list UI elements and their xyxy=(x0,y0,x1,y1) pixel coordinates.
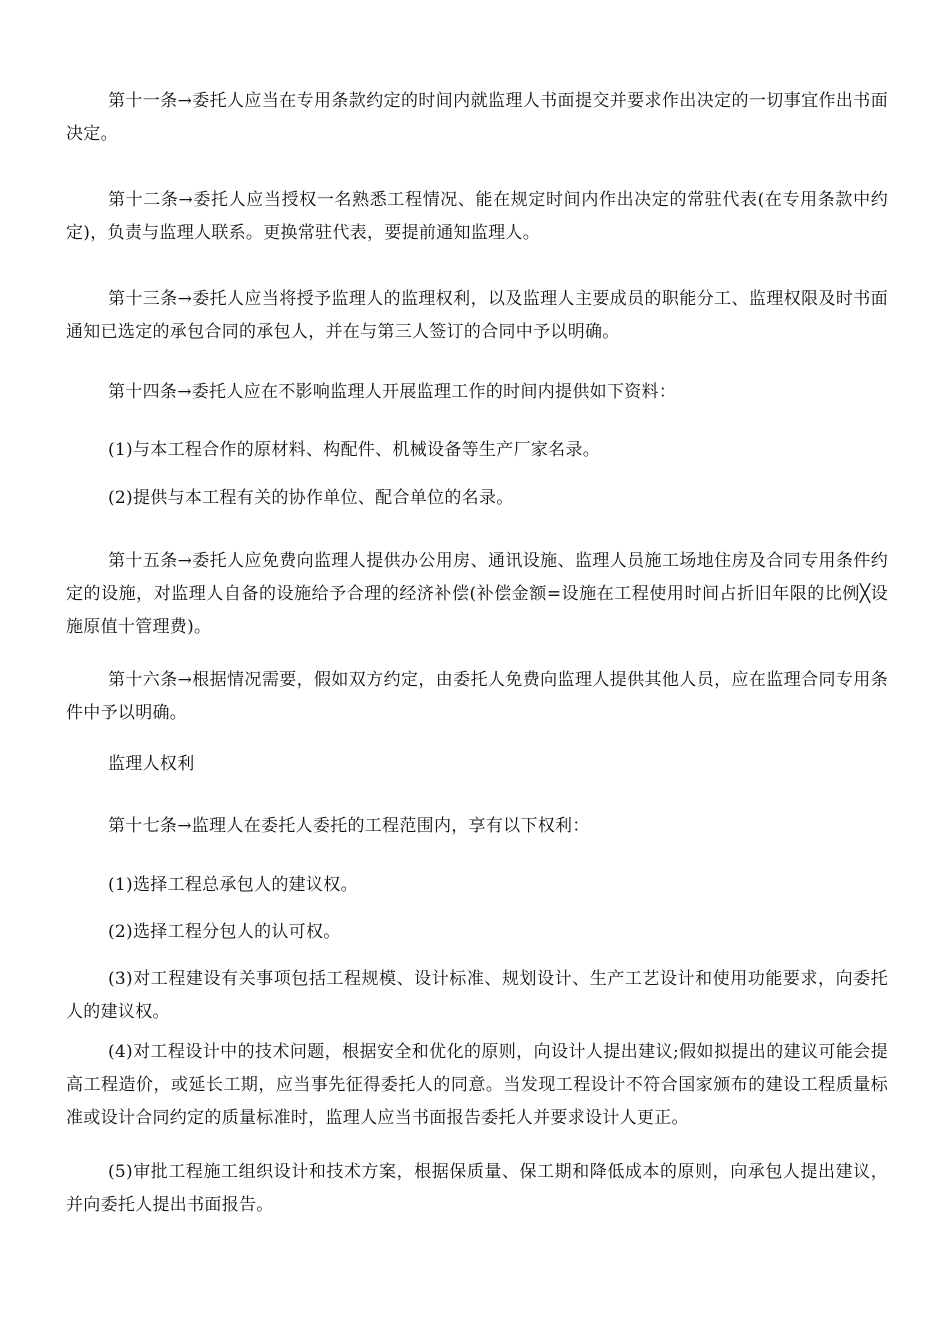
article-11-paragraph: 第十一条→委托人应当在专用条款约定的时间内就监理人书面提交并要求作出决定的一切事宜作出书面决定。 xyxy=(66,91,888,144)
article-14-paragraph: 第十四条→委托人应在不影响监理人开展监理工作的时间内提供如下资料： xyxy=(108,382,677,402)
right-item-1: (1)选择工程总承包人的建议权。 xyxy=(108,875,358,895)
right-item-5: (5)审批工程施工组织设计和技术方案，根据保质量、保工期和降低成本的原则，向承包人提出建议，并向委托人提出书面报告。 xyxy=(66,1162,888,1215)
article-13-paragraph: 第十三条→委托人应当将授予监理人的监理权利，以及监理人主要成员的职能分工、监理权限及时书面通知已选定的承包合同的承包人，并在与第三人签订的合同中予以明确。 xyxy=(66,289,888,342)
section-heading: 监理人权利 xyxy=(108,754,195,774)
article-17-paragraph: 第十七条→监理人在委托人委托的工程范围内，享有以下权利： xyxy=(108,816,590,836)
right-item-2: (2)选择工程分包人的认可权。 xyxy=(108,922,341,942)
article-15-paragraph: 第十五条→委托人应免费向监理人提供办公用房、通讯设施、监理人员施工场地住房及合同专用条件约定的设施，对监理人自备的设施给予合理的经济补偿(补偿金额=设施在工程使用时间占折旧年限的比例╳设施原值十管理费)。 xyxy=(66,551,888,637)
list-item-1: (1)与本工程合作的原材料、构配件、机械设备等生产厂家名录。 xyxy=(108,440,601,460)
right-item-3: (3)对工程建设有关事项包括工程规模、设计标准、规划设计、生产工艺设计和使用功能要求，向委托人的建议权。 xyxy=(66,969,888,1022)
list-item-2: (2)提供与本工程有关的协作单位、配合单位的名录。 xyxy=(108,488,514,508)
article-12-paragraph: 第十二条→委托人应当授权一名熟悉工程情况、能在规定时间内作出决定的常驻代表(在专用条款中约定)，负责与监理人联系。更换常驻代表，要提前通知监理人。 xyxy=(66,190,888,243)
right-item-4: (4)对工程设计中的技术问题，根据安全和优化的原则，向设计人提出建议;假如拟提出的建议可能会提高工程造价，或延长工期，应当事先征得委托人的同意。当发现工程设计不符合国家颁布的建设工程质量标准或设计合同约定的质量标准时，监理人应当书面报告委托人并要求设计人更正。 xyxy=(66,1042,888,1128)
article-16-paragraph: 第十六条→根据情况需要，假如双方约定，由委托人免费向监理人提供其他人员，应在监理合同专用条件中予以明确。 xyxy=(66,670,888,723)
